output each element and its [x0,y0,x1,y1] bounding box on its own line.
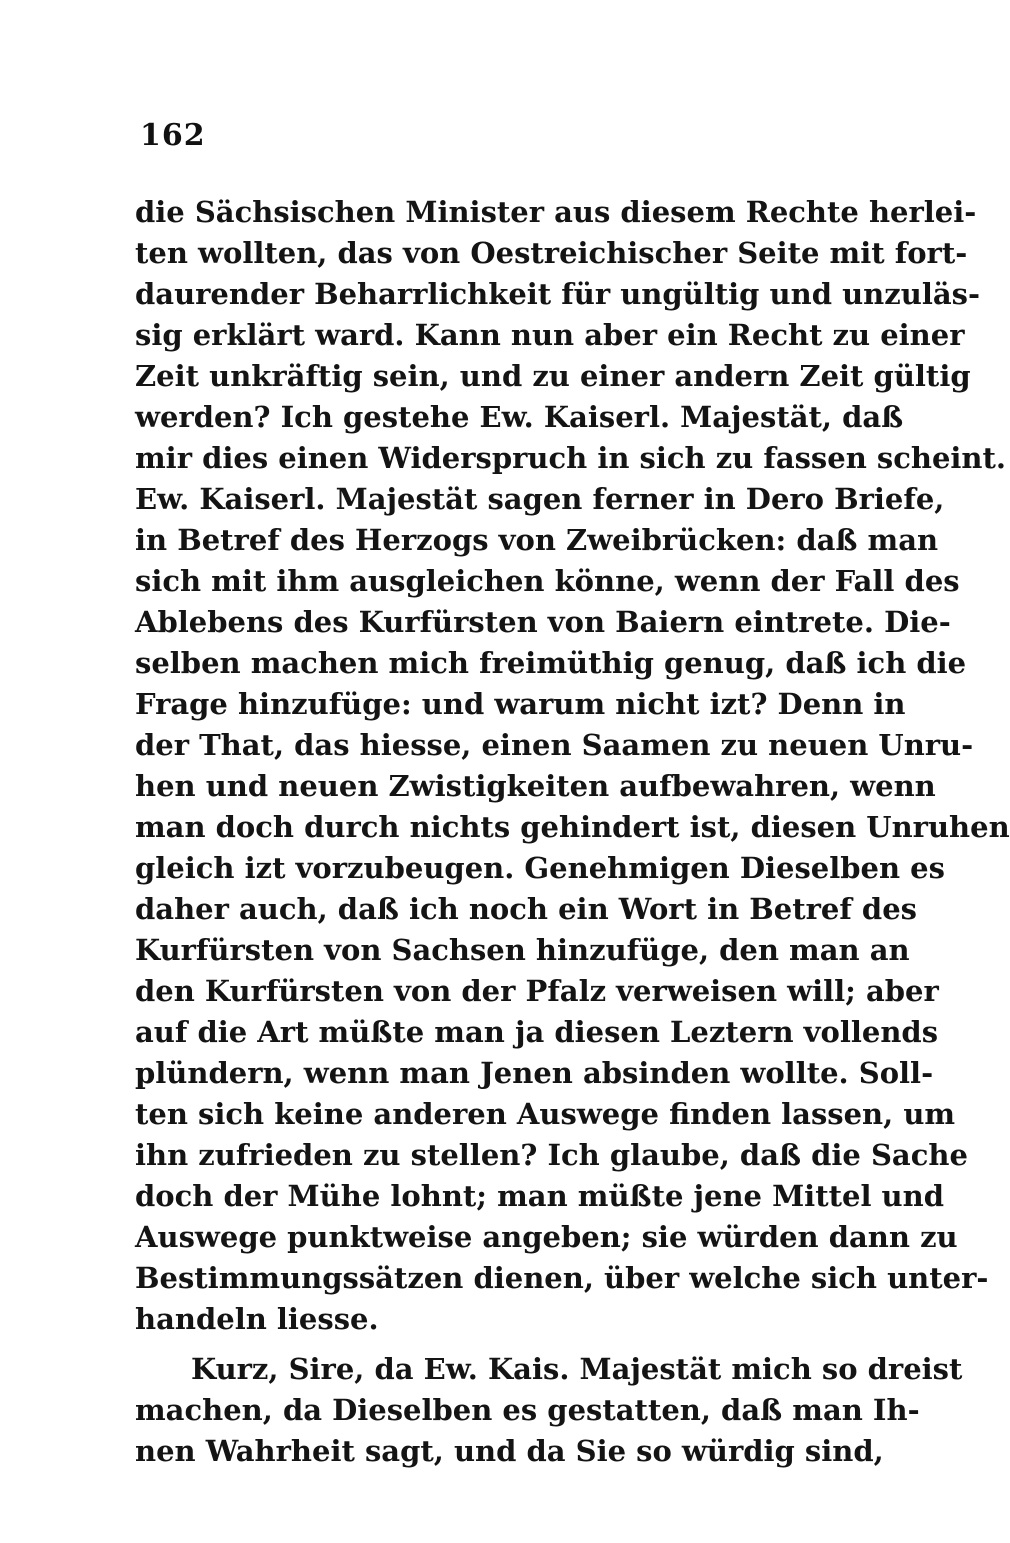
text-line: mir dies einen Widerspruch in sich zu fassen scheint. [135,441,1007,475]
paragraph-gap [135,1340,825,1349]
text-line: sig erklärt ward. Kann nun aber ein Recht zu einer [135,318,965,352]
text-line: nen Wahrheit sagt, und da Sie so würdig sind, [135,1434,884,1468]
paragraph-1 [135,192,1010,1340]
text-line: plündern, wenn man Jenen absinden wollte. Soll- [135,1056,934,1090]
text-line: der That, das hiesse, einen Saamen zu neuen Unru- [135,728,974,762]
text-line: Auswege punktweise angeben; sie würden dann zu [135,1220,958,1254]
text-line: in Betref des Herzogs von Zweibrücken: daß man [135,523,939,557]
text-line: Kurz, Sire, da Ew. Kais. Majestät mich so dreist [191,1352,963,1386]
text-line: gleich izt vorzubeugen. Genehmigen Dieselben es [135,851,945,885]
text-line: ihn zufrieden zu stellen? Ich glaube, daß die Sache [135,1138,968,1172]
text-line: machen, da Dieselben es gestatten, daß man Ih- [135,1393,920,1427]
text-line: die Sächsischen Minister aus diesem Rechte herlei- [135,195,977,229]
page-number: 162 [140,118,206,153]
text-line: selben machen mich freimüthig genug, daß ich die [135,646,967,680]
text-line: ten sich keine anderen Auswege finden lassen, um [135,1097,956,1131]
text-line: Frage hinzufüge: und warum nicht izt? Denn in [135,687,906,721]
text-line: sich mit ihm ausgleichen könne, wenn der Fall des [135,564,960,598]
text-line: werden? Ich gestehe Ew. Kaiserl. Majestät, daß [135,400,904,434]
text-line: daher auch, daß ich noch ein Wort in Betref des [135,892,917,926]
text-line: man doch durch nichts gehindert ist, diesen Unruhen [135,810,1010,844]
text-line: hen und neuen Zwistigkeiten aufbewahren, wenn [135,769,936,803]
text-line: Ablebens des Kurfürsten von Baiern eintrete. Die- [135,605,951,639]
text-line: Bestimmungssätzen dienen, über welche sich unter- [135,1261,989,1295]
text-line: Kurfürsten von Sachsen hinzufüge, den man an [135,933,910,967]
text-line: den Kurfürsten von der Pfalz verweisen will; aber [135,974,939,1008]
body-text [135,192,1010,1472]
text-line: doch der Mühe lohnt; man müßte jene Mittel und [135,1179,944,1213]
text-line: Zeit unkräftig sein, und zu einer andern Zeit gültig [135,359,971,393]
paragraph-2 [135,1349,963,1472]
text-line: auf die Art müßte man ja diesen Leztern vollends [135,1015,939,1049]
text-line: handeln liesse. [135,1302,379,1336]
text-line: daurender Beharrlichkeit für ungültig und unzuläs- [135,277,980,311]
text-line: Ew. Kaiserl. Majestät sagen ferner in Dero Briefe, [135,482,945,516]
text-line: ten wollten, das von Oestreichischer Seite mit fort- [135,236,968,270]
